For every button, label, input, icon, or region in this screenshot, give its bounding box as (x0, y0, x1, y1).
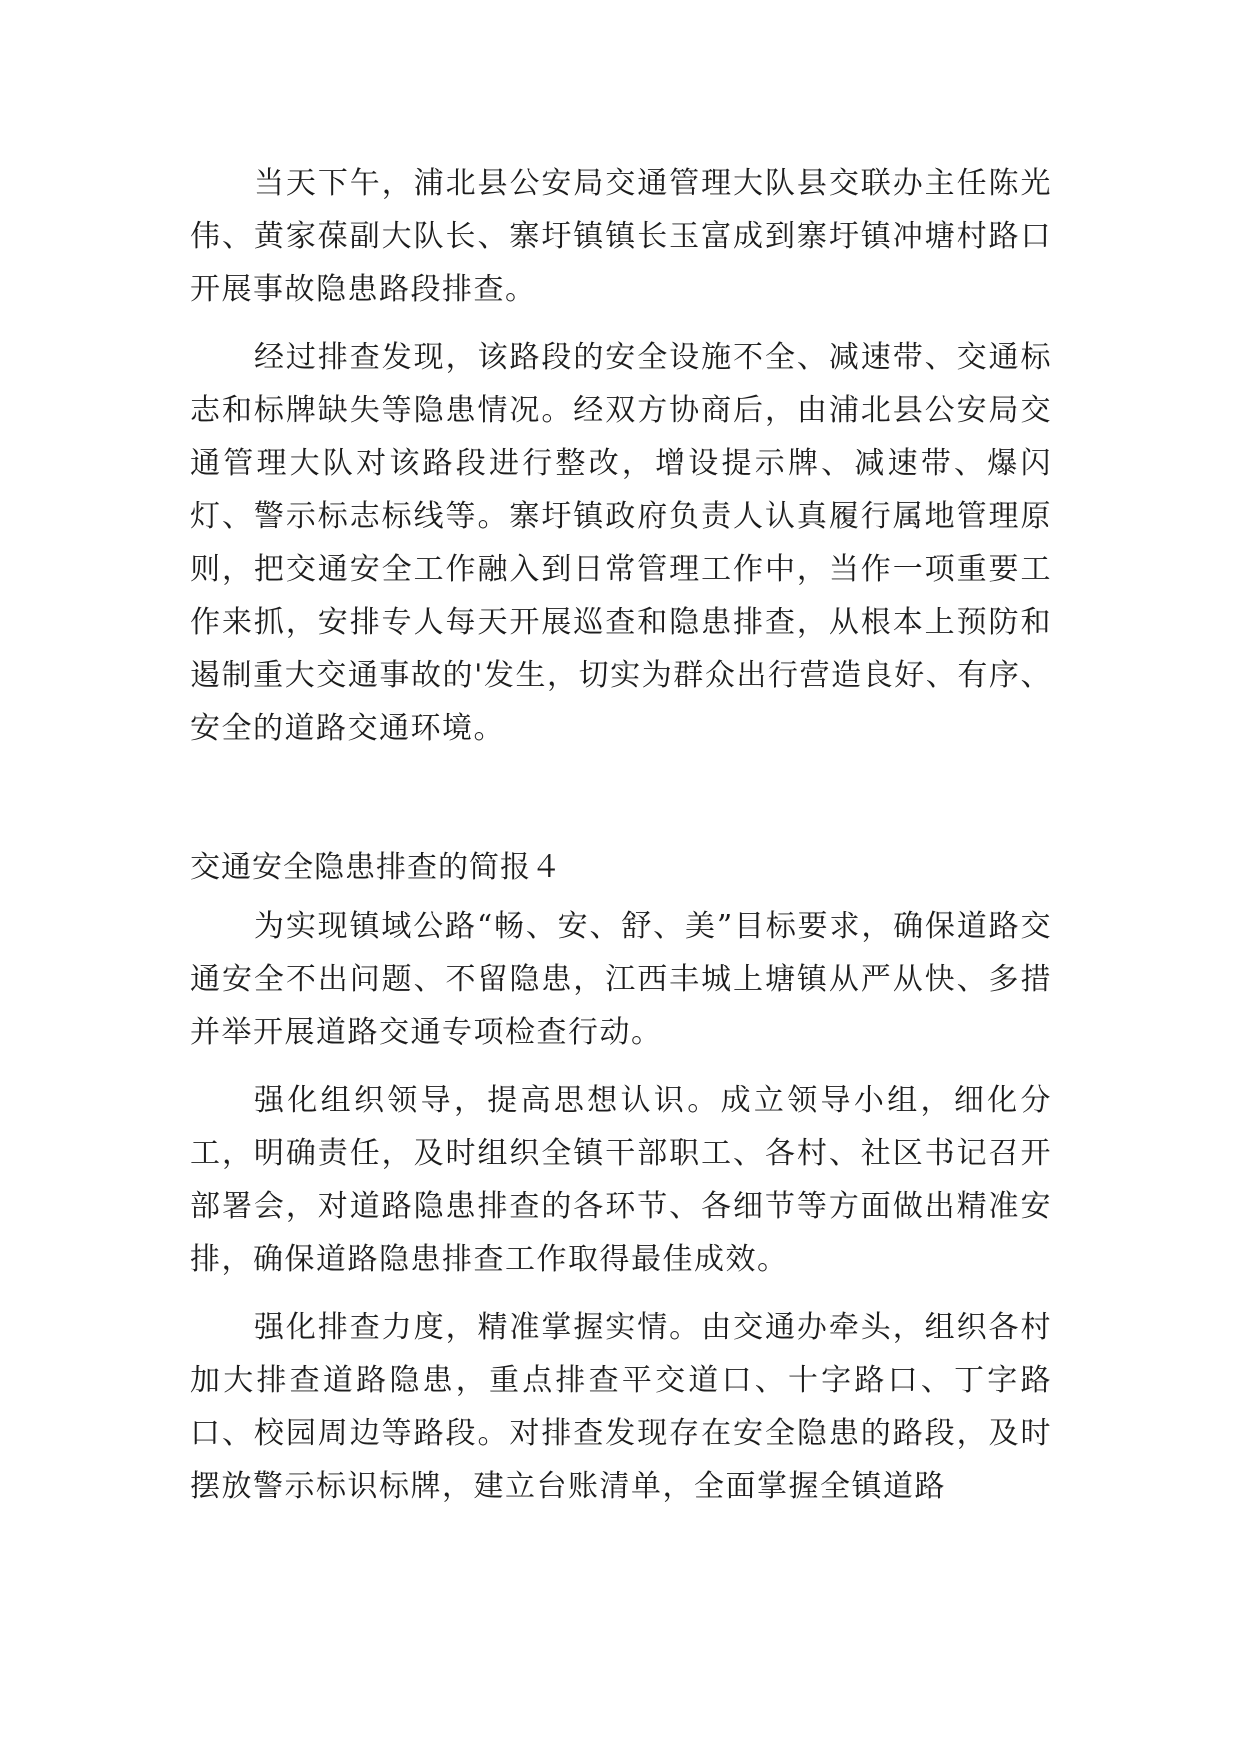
section-heading: 交通安全隐患排查的简报４ (190, 850, 562, 885)
paragraph: 强化组织领导，提高思想认识。成立领导小组，细化分工，明确责任，及时组织全镇干部职工、各村、社区书记召开部署会，对道路隐患排查的各环节、各细节等方面做出精准安排，确保道路隐患排查工作取得最佳成效。 (190, 1083, 1052, 1277)
paragraph: 强化排查力度，精准掌握实情。由交通办牵头，组织各村加大排查道路隐患，重点排查平交道口、十字路口、丁字路口、校园周边等路段。对排查发现存在安全隐患的路段，及时摆放警示标识标牌，建立台账清单，全面掌握全镇道路 (190, 1310, 1052, 1504)
document-body (190, 157, 1052, 1528)
paragraph: 当天下午，浦北县公安局交通管理大队县交联办主任陈光伟、黄家葆副大队长、寨圩镇镇长玉富成到寨圩镇冲塘村路口开展事故隐患路段排查。 (190, 166, 1052, 307)
paragraph: 经过排查发现，该路段的安全设施不全、减速带、交通标志和标牌缺失等隐患情况。经双方协商后，由浦北县公安局交通管理大队对该路段进行整改，增设提示牌、减速带、爆闪灯、警示标志标线等。寨圩镇政府负责人认真履行属地管理原则，把交通安全工作融入到日常管理工作中，当作一项重要工作来抓，安排专人每天开展巡查和隐患排查，从根本上预防和遏制重大交通事故的'发生，切实为群众出行营造良好、有序、安全的道路交通环境。 (190, 340, 1052, 746)
paragraph: 为实现镇域公路“畅、安、舒、美”目标要求，确保道路交通安全不出问题、不留隐患，江西丰城上塘镇从严从快、多措并举开展道路交通专项检查行动。 (190, 909, 1052, 1050)
